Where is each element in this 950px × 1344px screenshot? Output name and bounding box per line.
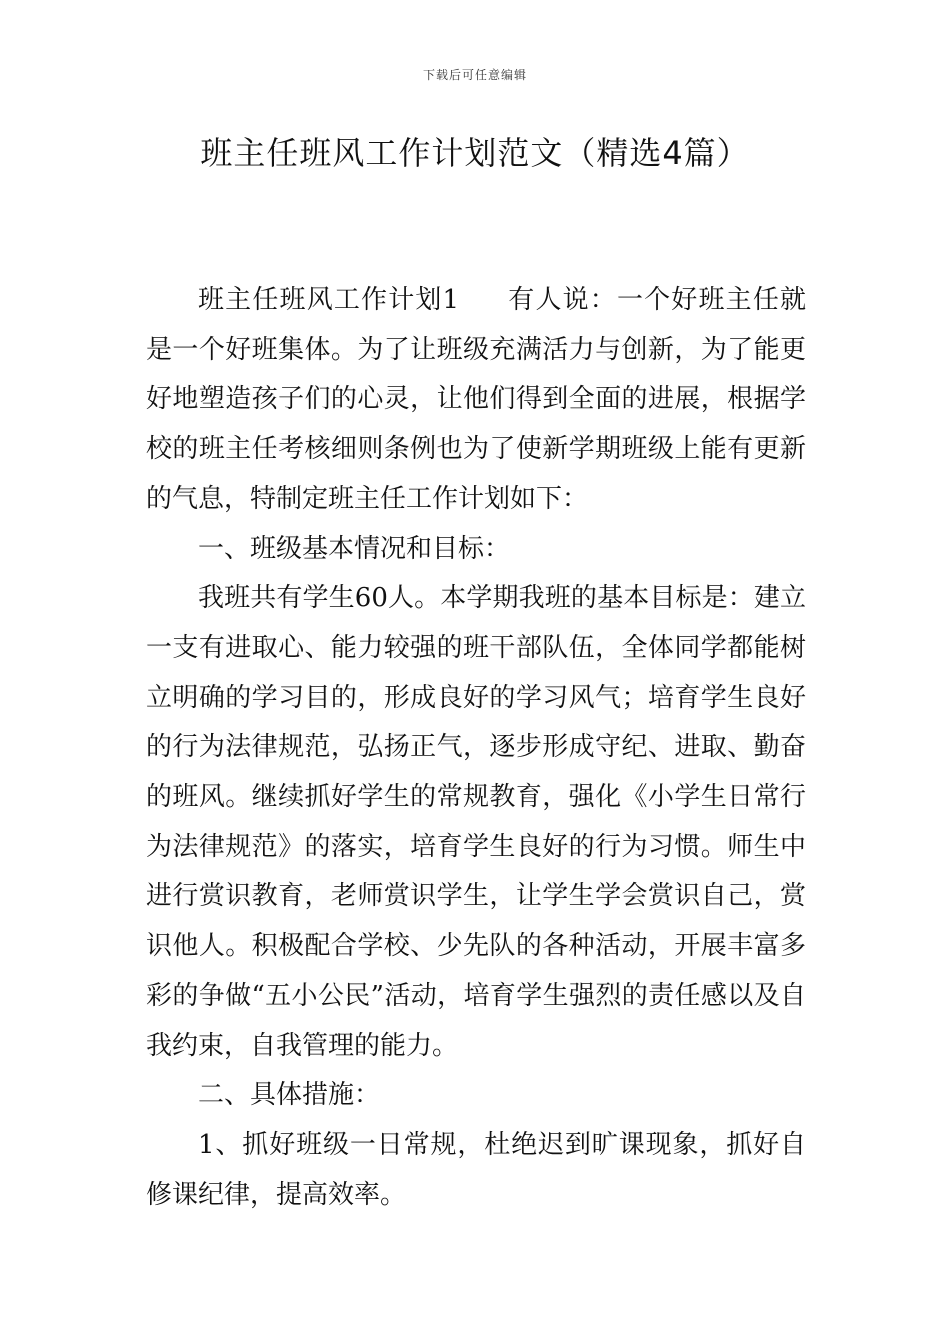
section1-heading: 一、班级基本情况和目标：	[198, 533, 511, 564]
document-body	[146, 276, 806, 1220]
document-title: 班主任班风工作计划范文（精选4篇）	[200, 134, 750, 172]
item1-paragraph: 1、抓好班级一日常规，杜绝迟到旷课现象，抓好自修课纪律，提高效率。	[146, 1129, 806, 1210]
intro-paragraph	[146, 276, 806, 525]
section2-heading: 二、具体措施：	[198, 1080, 381, 1111]
intro-text: 有人说：一个好班主任就是一个好班集体。为了让班级充满活力与创新，为了能更好地塑造孩子们的心灵，让他们得到全面的进展，根据学校的班主任考核细则条例也为了使新学期班级上能有更新的气息，特制定班主任工作计划如下：	[146, 285, 806, 514]
intro-heading: 班主任班风工作计划1	[198, 285, 460, 315]
section1-paragraph: 我班共有学生60人。本学期我班的基本目标是：建立一支有进取心、能力较强的班干部队伍，全体同学都能树立明确的学习目的，形成良好的学习风气；培育学生良好的行为法律规范，弘扬正气，逐步形成守纪、进取、勤奋的班风。继续抓好学生的常规教育，强化《小学生日常行为法律规范》的落实，培育学生良好的行为习惯。师生中进行赏识教育，老师赏识学生，让学生学会赏识自己，赏识他人。积极配合学校、少先队的各种活动，开展丰富多彩的争做“五小公民”活动，培育学生强烈的责任感以及自我约束，自我管理的能力。	[146, 583, 806, 1061]
header-note: 下载后可任意编辑	[422, 68, 527, 82]
